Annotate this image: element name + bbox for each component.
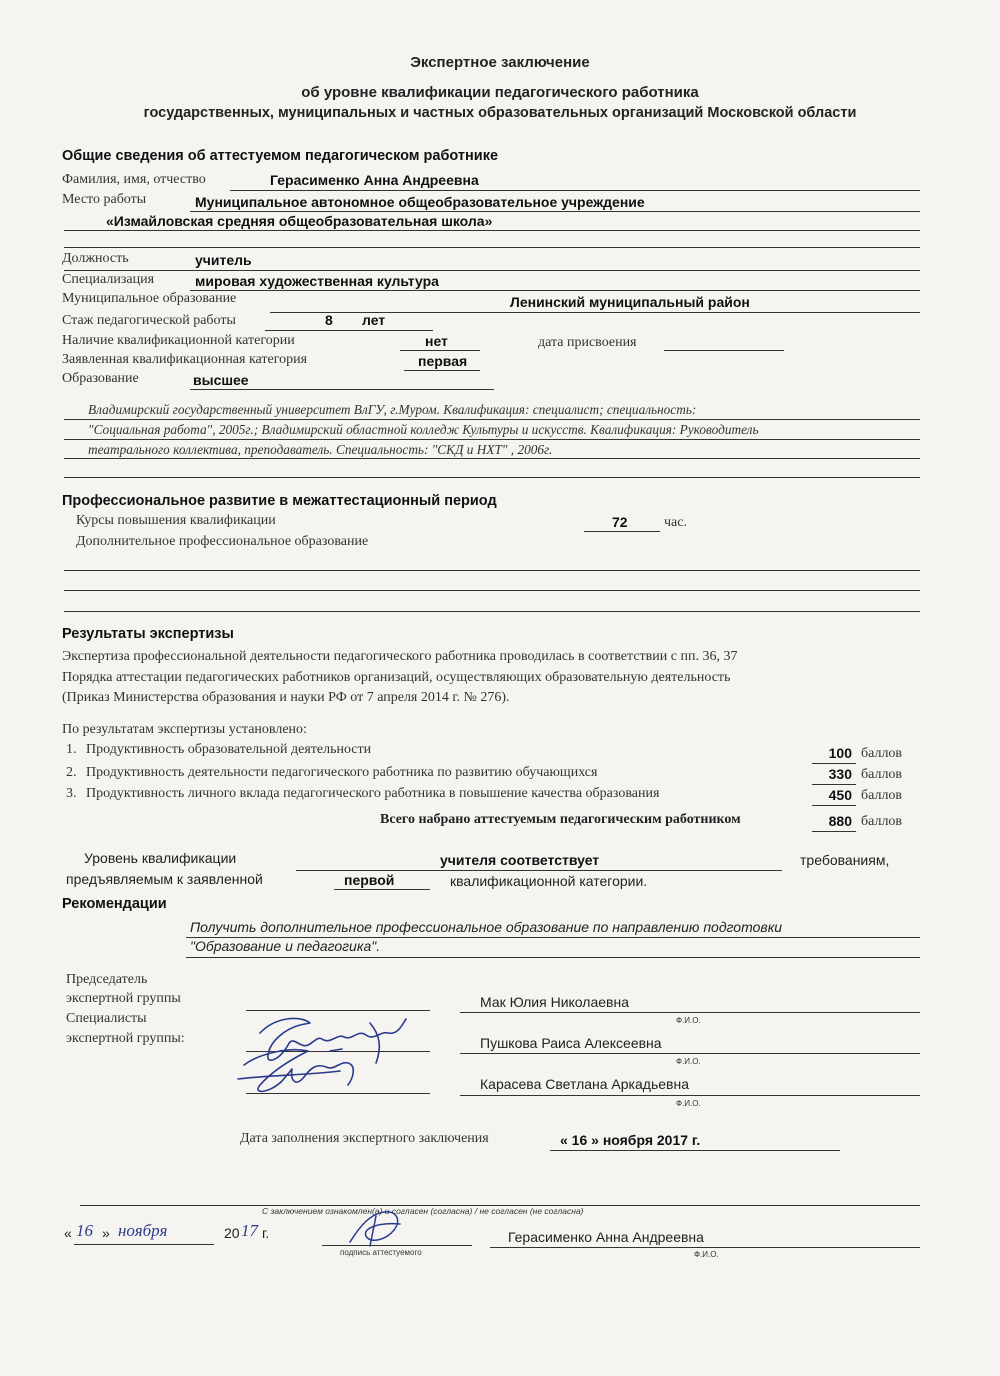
- results-paragraph-2: Порядка аттестации педагогических работников организаций, осуществляющих образовательную деятельность: [62, 670, 731, 685]
- assign-date-underline: [664, 350, 784, 351]
- attestee-name-underline: [490, 1247, 920, 1248]
- results-item-underline: [812, 763, 856, 764]
- category-underline: [400, 350, 480, 351]
- section-heading-results: Результаты экспертизы: [62, 626, 234, 642]
- specialists-label-2: экспертной группы:: [66, 1031, 185, 1046]
- courses-underline: [584, 531, 660, 532]
- additional-underline-3: [64, 611, 920, 612]
- level-value: учителя соответствует: [440, 852, 600, 868]
- position-value: учитель: [195, 252, 252, 268]
- completion-date-label: Дата заполнения экспертного заключения: [240, 1131, 489, 1146]
- position-underline: [64, 270, 920, 271]
- requirements-label: предъявляемым к заявленной: [66, 871, 263, 887]
- specialist-1-name: Пушкова Раиса Алексеевна: [480, 1035, 662, 1051]
- experience-unit: лет: [362, 312, 386, 328]
- name-underline: [230, 190, 920, 191]
- expert-signatures: [230, 1005, 430, 1100]
- workplace-underline-1: [190, 211, 920, 212]
- chair-name: Мак Юлия Николаевна: [480, 994, 629, 1010]
- results-paragraph-3: (Приказ Министерства образования и науки РФ от 7 апреля 2014 г. № 276).: [62, 690, 510, 705]
- results-item-number: 3.: [66, 786, 77, 801]
- education-detail-2: "Социальная работа", 2005г.; Владимирский областной колледж Культуры и искусств. Квалификация: Руководитель: [88, 422, 759, 437]
- section-heading-general: Общие сведения об аттестуемом педагогическом работнике: [62, 148, 499, 164]
- specialist-2-name: Карасева Светлана Аркадьевна: [480, 1076, 689, 1092]
- education-detail-3: театрального коллектива, преподаватель. Специальность: "СКД и НХТ" , 2006г.: [88, 442, 553, 457]
- name-value: Герасименко Анна Андреевна: [270, 172, 479, 188]
- total-label: Всего набрано аттестуемым педагогическим работником: [380, 812, 741, 827]
- education-detail-underline-4: [64, 477, 920, 478]
- education-underline: [190, 389, 494, 390]
- level-underline: [296, 870, 782, 871]
- experience-value: 8: [325, 312, 333, 328]
- education-label: Образование: [62, 371, 139, 386]
- date-year-handwritten: 17: [241, 1221, 258, 1240]
- results-item-score: 330: [828, 766, 852, 782]
- recommendation-underline-2: [186, 957, 920, 958]
- position-label: Должность: [62, 251, 129, 266]
- additional-underline-1: [64, 570, 920, 571]
- date-close-quote: »: [102, 1225, 110, 1241]
- results-item-score: 100: [828, 745, 852, 761]
- results-item-number: 1.: [66, 742, 77, 757]
- municipality-label: Муниципальное образование: [62, 291, 237, 306]
- education-detail-underline-1: [64, 419, 920, 420]
- results-paragraph-1: Экспертиза профессиональной деятельности педагогического работника проводилась в соответствии с пп. 36, 37: [62, 649, 738, 664]
- results-item-unit: баллов: [861, 746, 903, 761]
- education-detail-underline-2: [64, 439, 920, 440]
- workplace-value-2: «Измайловская средняя общеобразовательная школа»: [106, 213, 493, 229]
- declared-underline: [404, 370, 480, 371]
- additional-underline-2: [64, 590, 920, 591]
- experience-underline: [265, 330, 433, 331]
- workplace-underline-2: [64, 230, 920, 231]
- attestee-signature-caption: подпись аттестуемого: [340, 1248, 422, 1257]
- chair-label-1: Председатель: [66, 972, 148, 987]
- workplace-label: Место работы: [62, 192, 147, 207]
- date-underline: [74, 1244, 214, 1245]
- education-value: высшее: [193, 372, 249, 388]
- recommendation-text-2: "Образование и педагогика".: [190, 938, 381, 954]
- level-label: Уровень квалификации: [84, 850, 237, 866]
- requirements-value: первой: [344, 872, 395, 888]
- courses-unit: час.: [664, 515, 687, 530]
- specialist-1-fio-caption: Ф.И.О.: [676, 1057, 701, 1066]
- chair-label-2: экспертной группы: [66, 991, 181, 1006]
- acquaintance-caption: С заключением ознакомлен(а) и согласен (согласна) / не согласен (не согласна): [262, 1206, 584, 1216]
- recommendation-text-1: Получить дополнительное профессиональное образование по направлению подготовки: [190, 919, 783, 935]
- total-value: 880: [828, 813, 852, 829]
- name-label: Фамилия, имя, отчество: [62, 172, 206, 187]
- document-title: Экспертное заключение: [410, 54, 590, 71]
- attestee-signature: [340, 1206, 430, 1250]
- results-item-unit: баллов: [861, 788, 903, 803]
- requirements-underline: [334, 889, 430, 890]
- specialist-2-fio-caption: Ф.И.О.: [676, 1099, 701, 1108]
- results-established: По результатам экспертизы установлено:: [62, 722, 307, 737]
- results-item-label: Продуктивность деятельности педагогического работника по развитию обучающихся: [86, 765, 598, 780]
- date-open-quote: «: [64, 1225, 72, 1241]
- category-label: Наличие квалификационной категории: [62, 333, 295, 348]
- declared-label: Заявленная квалификационная категория: [62, 352, 308, 367]
- results-item-number: 2.: [66, 765, 77, 780]
- experience-label: Стаж педагогической работы: [62, 313, 236, 328]
- results-item-underline: [812, 784, 856, 785]
- specialization-underline: [190, 290, 920, 291]
- municipality-value: Ленинский муниципальный район: [510, 294, 750, 310]
- education-detail-underline-3: [64, 458, 920, 459]
- attestee-name: Герасименко Анна Андреевна: [508, 1229, 704, 1245]
- attestee-fio-caption: Ф.И.О.: [694, 1250, 719, 1259]
- specialist-2-name-underline: [460, 1095, 920, 1096]
- level-suffix: требованиям,: [800, 852, 890, 868]
- completion-date-underline: [550, 1150, 840, 1151]
- chair-name-underline: [460, 1012, 920, 1013]
- date-day-handwritten: 16: [76, 1221, 93, 1240]
- education-detail-1: Владимирский государственный университет ВлГУ, г.Муром. Квалификация: специалист; специальность:: [88, 402, 697, 417]
- specialists-label-1: Специалисты: [66, 1011, 147, 1026]
- results-item-label: Продуктивность личного вклада педагогического работника в повышение качества образования: [86, 786, 660, 801]
- section-heading-professional: Профессиональное развитие в межаттестационный период: [62, 493, 497, 509]
- document-subtitle-2: государственных, муниципальных и частных образовательных организаций Московской области: [143, 105, 857, 121]
- specialist-1-name-underline: [460, 1053, 920, 1054]
- date-year-suffix: г.: [262, 1225, 270, 1241]
- assign-date-label: дата присвоения: [538, 335, 637, 350]
- date-month-handwritten: ноября: [118, 1221, 168, 1240]
- results-item-unit: баллов: [861, 767, 903, 782]
- attestee-signature-line: [322, 1245, 472, 1246]
- completion-date-value: « 16 » ноября 2017 г.: [560, 1132, 701, 1148]
- results-item-score: 450: [828, 787, 852, 803]
- chair-fio-caption: Ф.И.О.: [676, 1016, 701, 1025]
- results-item-label: Продуктивность образовательной деятельности: [86, 742, 372, 757]
- document-subtitle-1: об уровне квалификации педагогического работника: [301, 84, 699, 101]
- results-item-underline: [812, 805, 856, 806]
- date-year-prefix: 20: [224, 1225, 240, 1241]
- specialization-value: мировая художественная культура: [195, 273, 439, 289]
- requirements-suffix: квалификационной категории.: [450, 873, 648, 889]
- courses-label: Курсы повышения квалификации: [76, 513, 276, 528]
- total-underline: [812, 831, 856, 832]
- workplace-value-1: Муниципальное автономное общеобразовательное учреждение: [195, 194, 645, 210]
- section-heading-recommendations: Рекомендации: [62, 896, 167, 912]
- additional-education-label: Дополнительное профессиональное образование: [76, 534, 369, 549]
- courses-value: 72: [612, 514, 628, 530]
- specialization-label: Специализация: [62, 272, 155, 287]
- workplace-underline-3: [64, 247, 920, 248]
- category-value: нет: [425, 333, 448, 349]
- total-unit: баллов: [861, 814, 903, 829]
- declared-value: первая: [418, 353, 468, 369]
